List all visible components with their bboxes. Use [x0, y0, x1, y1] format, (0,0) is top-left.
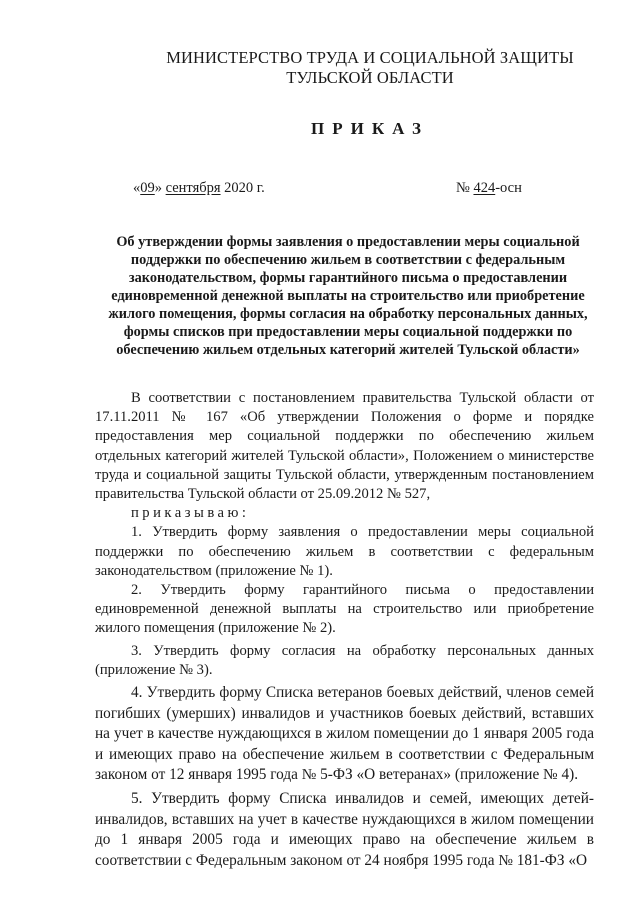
order-item-5: 5. Утвердить форму Списка инвалидов и семей, имеющих детей-инвалидов, вставших на учет в качестве нуждающихся в жилом помещении до 1 января 2005 года и имеющих право на обеспечение жильем в соответствии с Федеральным законом от 24 ноября 1995 года № 181-ФЗ «О — [95, 790, 594, 869]
order-word: приказываю: — [131, 505, 250, 522]
number-prefix: № — [456, 180, 474, 196]
date-day: 09 — [140, 180, 155, 196]
order-date — [133, 180, 265, 197]
ministry-header — [160, 48, 580, 88]
order-number — [456, 180, 522, 197]
date-open-quote: « — [133, 180, 141, 196]
order-item-4: 4. Утвердить форму Списка ветеранов боевых действий, членов семей погибших (умерших) инвалидов и участников боевых действий, вставших на учет в качестве нуждающихся в жилом помещении до 1 января 2005 года и имеющих право на обеспечение жильем в соответствии с Федеральным законом от 12 января 1995 года № 5-ФЗ «О ветеранах» (приложение № 4). — [95, 684, 594, 784]
order-subject: Об утверждении формы заявления о предоставлении меры социальной поддержки по обеспечению жильем в соответствии с федеральным законодательством, формы гарантийного письма о предоставлении единовременной денежной выплаты на строительство или приобретение жилого помещения, формы согласия на обработку персональных данных, формы списков при предоставлении меры социальной поддержки по обеспечению жильем отдельных категорий жителей Тульской области» — [108, 234, 588, 358]
order-title: ПРИКАЗ — [311, 119, 429, 138]
date-year: 2020 г. — [220, 180, 265, 196]
date-close-quote: » — [154, 180, 166, 196]
date-month: сентября — [165, 180, 221, 196]
preamble-paragraph: В соответствии с постановлением правительства Тульской области от 17.11.2011 № 167 «Об утверждении Положения о форме и порядке предоставления мер социальной поддержки по обеспечению жильем отдельных категорий жителей Тульской области», Положением о министерстве труда и социальной защиты Тульской области, утвержденным постановлением правительства Тульской области от 25.09.2012 № 527, — [95, 390, 594, 503]
order-item-2: 2. Утвердить форму гарантийного письма о предоставлении единовременной денежной выплаты на строительство или приобретение жилого помещения (приложение № 2). — [95, 582, 594, 637]
order-item-3: 3. Утвердить форму согласия на обработку персональных данных (приложение № 3). — [95, 642, 594, 678]
ministry-name-line-1: МИНИСТЕРСТВО ТРУДА И СОЦИАЛЬНОЙ ЗАЩИТЫ — [166, 48, 574, 67]
number-suffix: -осн — [495, 180, 522, 196]
order-body — [95, 389, 594, 871]
number-value: 424 — [473, 180, 496, 196]
ministry-name-line-2: ТУЛЬСКОЙ ОБЛАСТИ — [286, 68, 454, 87]
order-item-1: 1. Утвердить форму заявления о предоставлении меры социальной поддержки по обеспечению жильем в соответствии с федеральным законодательством (приложение № 1). — [95, 524, 594, 579]
